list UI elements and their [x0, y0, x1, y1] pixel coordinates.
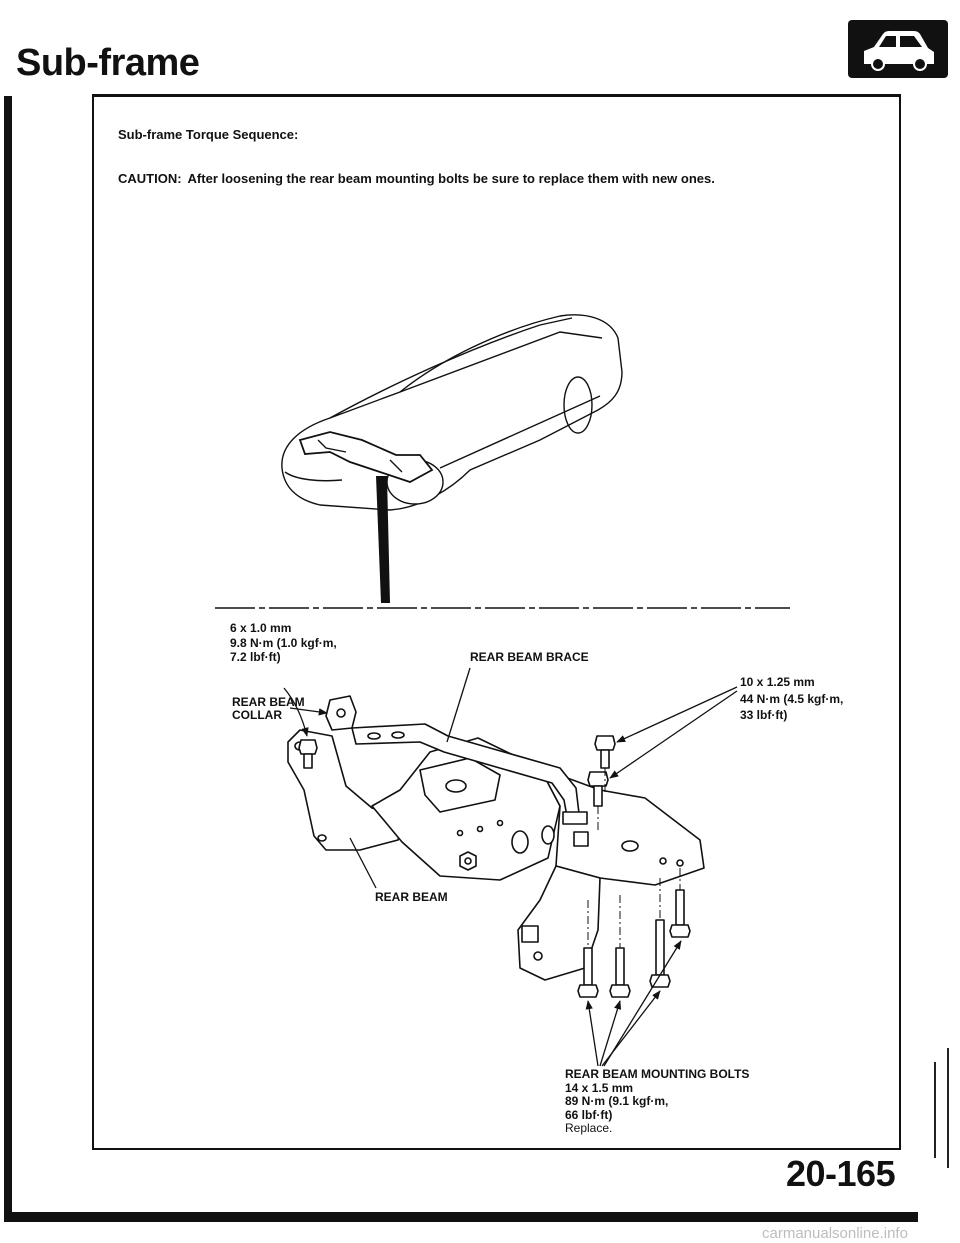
leader-brace-bolt-2	[610, 691, 737, 778]
right-hole-2	[677, 860, 683, 866]
leader-brace	[447, 668, 470, 742]
subframe-assembly	[288, 696, 704, 997]
mounting-bolt-3-head	[650, 975, 670, 987]
callout-line: 14 x 1.5 mm	[565, 1080, 634, 1095]
caution-label: CAUTION:	[118, 171, 182, 186]
leader-brace-bolt-1	[617, 687, 737, 742]
right-section-hole	[622, 841, 638, 851]
callout-line: 33 lbf·ft)	[740, 708, 788, 722]
callout-line: 89 N·m (9.1 kgf·m,	[565, 1094, 669, 1108]
watermark-text: carmanualsonline.info	[762, 1225, 908, 1242]
brace-bolt-1-shank	[601, 750, 609, 768]
mounting-bolt-4-head	[670, 925, 690, 937]
callout-rear-beam: REAR BEAM	[375, 890, 448, 904]
mounting-bolt-4-shank	[676, 890, 684, 925]
caution-text: After loosening the rear beam mounting bolts be sure to replace them with new ones.	[187, 171, 715, 186]
small-bolt-head	[299, 740, 317, 754]
mounting-bolt-1-shank	[584, 948, 592, 985]
right-oval-hole	[542, 826, 554, 844]
scan-edge-line	[947, 1048, 949, 1168]
callout-line: 66 lbf·ft)	[565, 1107, 613, 1122]
mounting-bolt-2-shank	[616, 948, 624, 985]
center-hole-2	[478, 827, 483, 832]
lower-arm-hole	[534, 952, 542, 960]
scan-edge-line	[934, 1062, 936, 1158]
right-square-hole	[574, 832, 588, 846]
center-boss-hole	[446, 780, 466, 792]
brace-bolt-2-shank	[594, 786, 602, 806]
center-hole-1	[458, 831, 463, 836]
left-arm-lower-hole	[318, 835, 326, 841]
callout-brace-bolt-spec	[740, 674, 843, 724]
lower-arm-slot	[522, 926, 538, 942]
brace-hole-1	[368, 733, 380, 739]
mounting-bolt-3-shank	[656, 920, 664, 975]
callout-line: REAR BEAM MOUNTING BOLTS	[565, 1067, 750, 1081]
callout-rear-beam-brace: REAR BEAM BRACE	[470, 650, 589, 664]
leader-mounting-bolt-1	[588, 1001, 598, 1066]
callout-small-bolt-spec	[230, 621, 337, 665]
small-bolt-shank	[304, 754, 312, 768]
page-title: Sub-frame	[16, 42, 200, 84]
callout-line: REAR BEAM	[232, 695, 305, 709]
callout-rear-beam-collar	[232, 696, 305, 722]
mounting-bolt-1-head	[578, 985, 598, 997]
section-heading: Sub-frame Torque Sequence:	[118, 127, 299, 142]
brace-bracket	[563, 812, 587, 824]
callout-line: 7.2 lbf·ft)	[230, 650, 281, 664]
callout-line: COLLAR	[232, 708, 282, 722]
brace-hole-2	[392, 732, 404, 738]
callout-line: 9.8 N·m (1.0 kgf·m,	[230, 635, 337, 650]
page-number: 20-165	[786, 1153, 896, 1194]
callout-mounting-bolts-spec	[565, 1068, 749, 1136]
callout-line: 44 N·m (4.5 kgf·m,	[740, 691, 844, 706]
callout-line: 10 x 1.25 mm	[740, 675, 815, 689]
vehicle-locator	[282, 315, 622, 510]
nut-hole	[465, 858, 471, 864]
collar-hole	[337, 709, 345, 717]
center-oval-hole	[512, 831, 528, 853]
brace-bolt-1-head	[595, 736, 615, 750]
callout-line: 6 x 1.0 mm	[230, 621, 292, 635]
right-hole-1	[660, 858, 666, 864]
center-hole-3	[498, 821, 503, 826]
mounting-bolt-2-head	[610, 985, 630, 997]
callout-line: Replace.	[565, 1121, 613, 1135]
